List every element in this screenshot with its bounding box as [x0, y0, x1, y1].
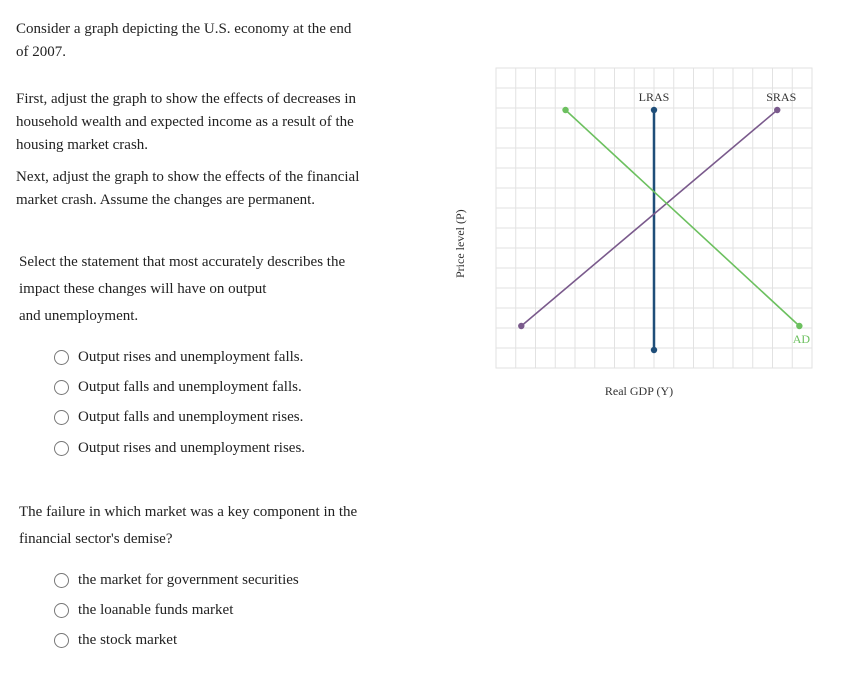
q2-option-1-label: the market for government securities — [78, 571, 299, 588]
instruction-next-line-1: Next, adjust the graph to show the effects of the financial — [16, 169, 360, 185]
question-2-line-1: The failure in which market was a key component in the — [19, 504, 358, 520]
question-1-line-1: Select the statement that most accurately describes the — [19, 254, 346, 270]
radio-button[interactable] — [54, 573, 69, 588]
ad-handle[interactable] — [562, 107, 568, 113]
sras-handle[interactable] — [774, 107, 780, 113]
q1-option-4[interactable] — [54, 437, 305, 459]
question-2-line-2: financial sector's demise? — [19, 531, 173, 547]
q2-option-2[interactable] — [54, 599, 233, 621]
instruction-first-line-2: household wealth and expected income as a result of the — [16, 114, 354, 130]
q1-option-2[interactable] — [54, 376, 302, 398]
instruction-next-line-2: market crash. Assume the changes are permanent. — [16, 192, 316, 208]
q2-option-3[interactable] — [54, 629, 177, 651]
q2-option-2-label: the loanable funds market — [78, 601, 234, 618]
instruction-first-line-1: First, adjust the graph to show the effects of decreases in — [16, 91, 357, 107]
intro-line-1: Consider a graph depicting the U.S. economy at the end — [16, 21, 352, 37]
sras-label: SRAS — [766, 90, 797, 104]
ad-as-graph[interactable] — [440, 60, 820, 410]
q2-option-1[interactable] — [54, 569, 299, 591]
question-1-line-3: and unemployment. — [19, 308, 139, 324]
lras-handle[interactable] — [651, 107, 657, 113]
question-1-line-2: impact these changes will have on output — [19, 281, 267, 297]
lras-label: LRAS — [638, 90, 670, 104]
q1-option-2-label: Output falls and unemployment falls. — [78, 378, 302, 395]
radio-button[interactable] — [54, 603, 69, 618]
radio-button[interactable] — [54, 380, 69, 395]
y-axis-label: Price level (P) — [453, 209, 467, 278]
q1-option-1-label: Output rises and unemployment falls. — [78, 348, 304, 365]
lras-handle[interactable] — [651, 347, 657, 353]
radio-button[interactable] — [54, 633, 69, 648]
q2-option-3-label: the stock market — [78, 631, 178, 648]
q1-option-3[interactable] — [54, 406, 303, 428]
q1-option-1[interactable] — [54, 346, 303, 368]
q1-option-4-label: Output rises and unemployment rises. — [78, 439, 306, 456]
instruction-first-line-3: housing market crash. — [16, 137, 149, 153]
ad-handle[interactable] — [796, 323, 802, 329]
radio-button[interactable] — [54, 350, 69, 365]
intro-line-2: of 2007. — [16, 44, 66, 60]
ad-curve[interactable] — [566, 110, 800, 326]
curves[interactable] — [518, 90, 810, 353]
ad-label: AD — [792, 332, 811, 346]
sras-handle[interactable] — [518, 323, 524, 329]
radio-button[interactable] — [54, 441, 69, 456]
x-axis-label: Real GDP (Y) — [604, 384, 674, 398]
sras-curve[interactable] — [521, 110, 777, 326]
q1-option-3-label: Output falls and unemployment rises. — [78, 408, 304, 425]
radio-button[interactable] — [54, 410, 69, 425]
